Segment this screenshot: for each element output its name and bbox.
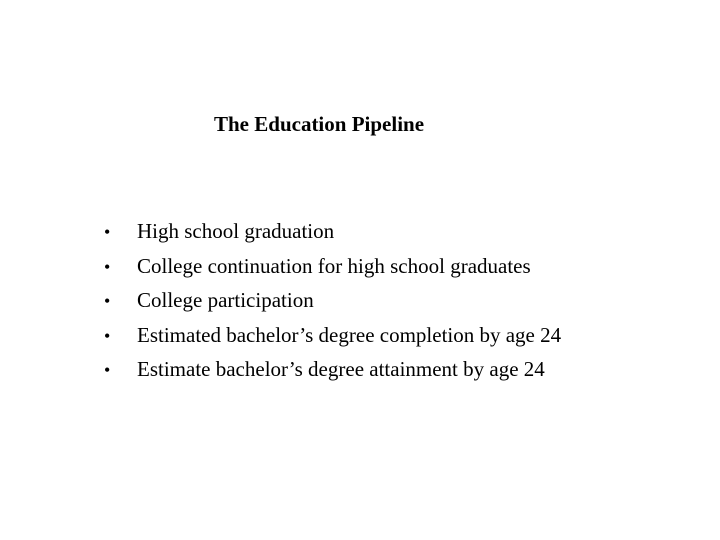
bullet-icon: • bbox=[104, 325, 111, 346]
bullet-text: College continuation for high school graduates bbox=[137, 253, 531, 278]
bullet-icon: • bbox=[104, 291, 111, 311]
bullet-text: High school graduation bbox=[137, 219, 335, 243]
bullet-text: Estimated bachelor’s degree completion by age 24 bbox=[137, 322, 562, 347]
bullet-item bbox=[104, 283, 561, 318]
bullet-item bbox=[104, 318, 561, 353]
bullet-item bbox=[104, 352, 561, 387]
bullet-icon: • bbox=[104, 360, 111, 380]
bullet-list bbox=[104, 214, 561, 387]
bullet-text: College participation bbox=[137, 288, 314, 312]
bullet-item bbox=[104, 214, 561, 249]
bullet-icon: • bbox=[104, 256, 111, 277]
bullet-icon: • bbox=[104, 222, 111, 242]
bullet-text: Estimate bachelor’s degree attainment by age 24 bbox=[137, 357, 545, 381]
bullet-item bbox=[104, 249, 561, 284]
slide-title: The Education Pipeline bbox=[214, 112, 425, 136]
